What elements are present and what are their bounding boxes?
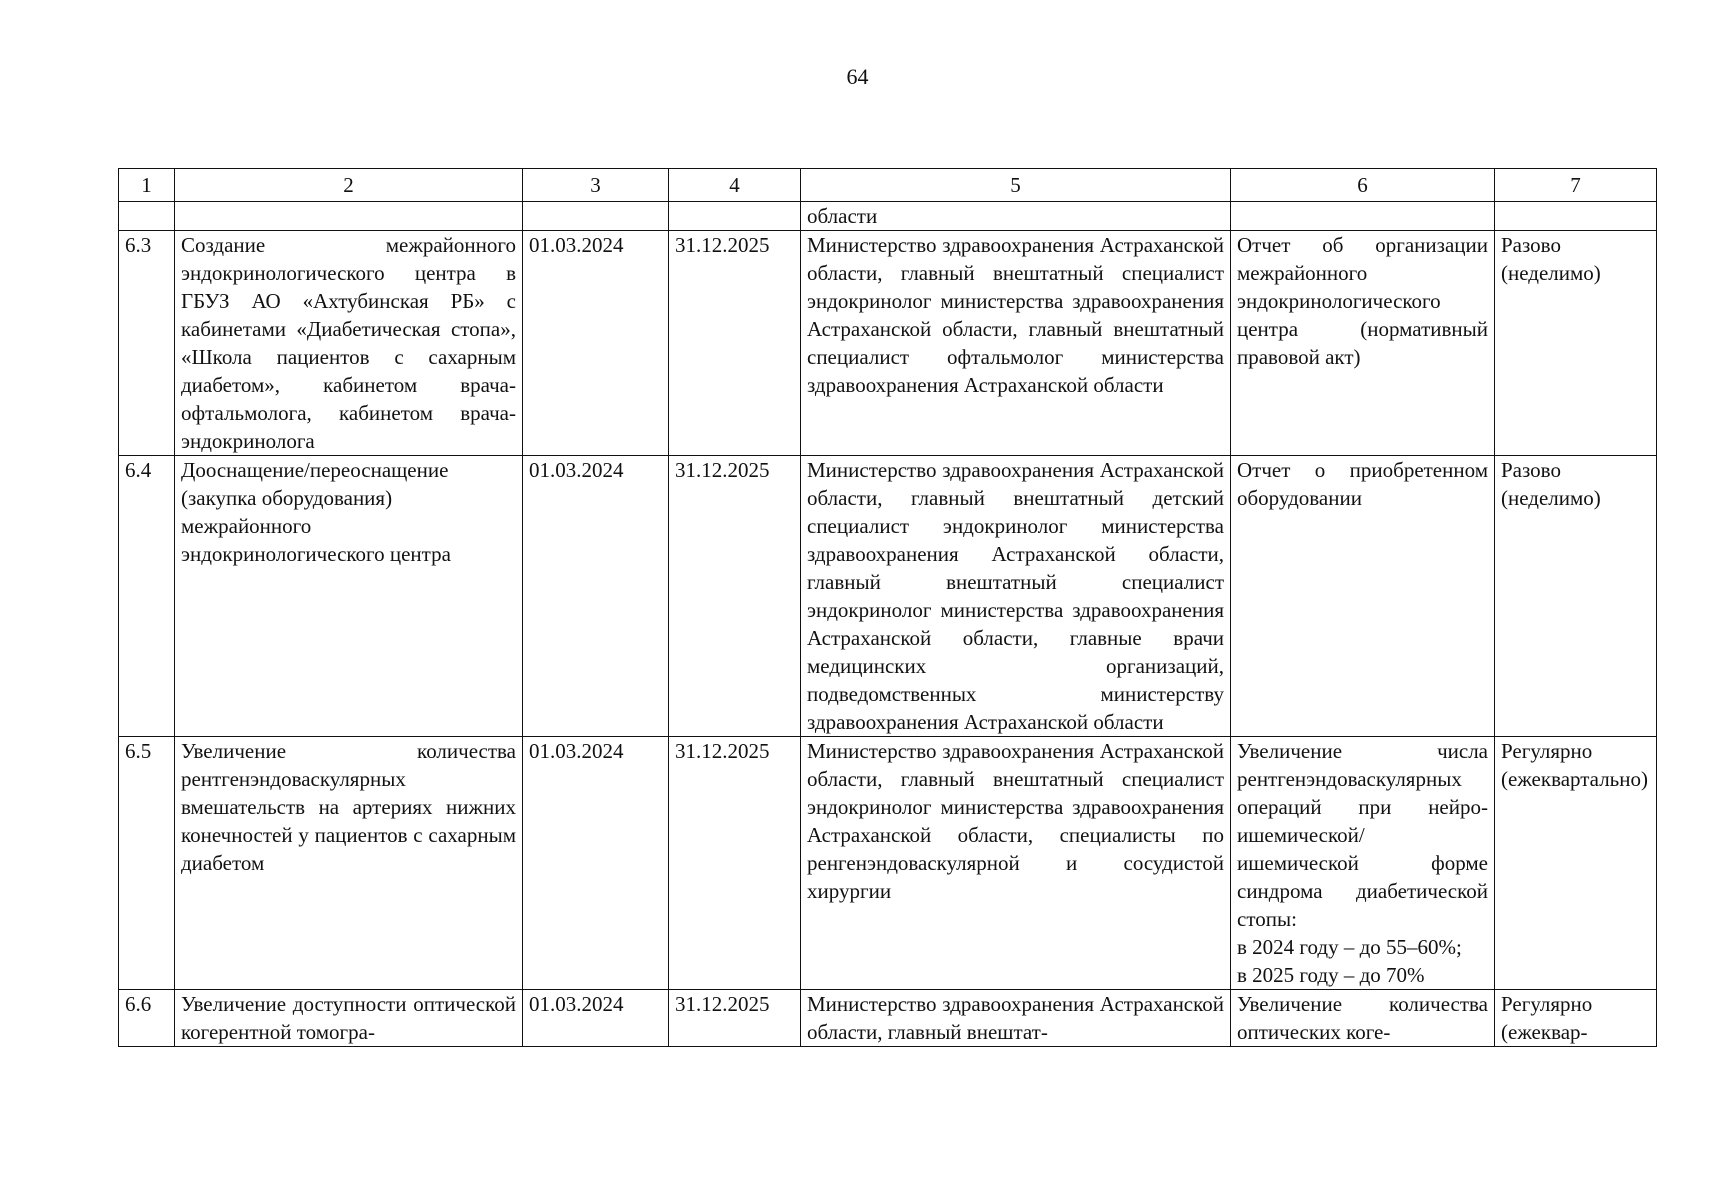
- row-number: 6.6: [119, 990, 175, 1047]
- cell-empty: [175, 202, 523, 231]
- cell-empty: [669, 202, 801, 231]
- table-row: [119, 231, 1657, 456]
- header-row: [119, 169, 1657, 202]
- frequency: Регулярно (ежеквартально): [1495, 737, 1657, 990]
- cell-empty: [523, 202, 669, 231]
- result-target-2024: в 2024 году – до 55–60%;: [1237, 935, 1462, 959]
- responsible-executors: Министерство здравоохранения Астраханской области, главный внештатный детский специалист эндокринолог министерства здравоохранения Астраханской области, главный внештатный специалист эндокринолог министерства здравоохранения Астраханской области, главные врачи медицинских организаций, подведомственных министерству здравоохранения Астраханской области: [801, 456, 1231, 737]
- measure-description: Увеличение доступности оптической когерентной томогра-: [175, 990, 523, 1047]
- page-number: 64: [846, 64, 869, 89]
- cell-empty: [1231, 202, 1495, 231]
- result-text: Увеличение числа рентгенэндоваскулярных операций при нейро-ишемической/ ишемической форме синдрома диабетической стопы:: [1237, 739, 1488, 931]
- frequency: Регулярно (ежеквар-: [1495, 990, 1657, 1047]
- column-header-4: 4: [669, 169, 801, 202]
- start-date: 01.03.2024: [523, 990, 669, 1047]
- result-target-2025: в 2025 году – до 70%: [1237, 963, 1425, 987]
- continuation-text: области: [801, 202, 1231, 231]
- column-header-7: 7: [1495, 169, 1657, 202]
- measure-description: Создание межрайонного эндокринологического центра в ГБУЗ АО «Ахтубинская РБ» с кабинетами «Диабетическая стопа», «Школа пациентов с сахарным диабетом», кабинетом врача-офтальмолога, кабинетом врача-эндокринолога: [175, 231, 523, 456]
- responsible-executors: Министерство здравоохранения Астраханской области, главный внештатный специалист эндокринолог министерства здравоохранения Астраханской области, главный внештатный специалист офтальмолог министерства здравоохранения Астраханской области: [801, 231, 1231, 456]
- end-date: 31.12.2025: [669, 231, 801, 456]
- measure-description: Дооснащение/переоснащение (закупка оборудования) межрайонного эндокринологического центра: [175, 456, 523, 737]
- start-date: 01.03.2024: [523, 456, 669, 737]
- column-header-1: 1: [119, 169, 175, 202]
- end-date: 31.12.2025: [669, 990, 801, 1047]
- row-number: 6.5: [119, 737, 175, 990]
- frequency: Разово (неделимо): [1495, 231, 1657, 456]
- expected-result: Отчет об организации межрайонного эндокринологического центра (нормативный правовой акт): [1231, 231, 1495, 456]
- start-date: 01.03.2024: [523, 231, 669, 456]
- expected-result: Увеличение количества оптических коге-: [1231, 990, 1495, 1047]
- measures-table: [118, 168, 1657, 1047]
- start-date: 01.03.2024: [523, 737, 669, 990]
- responsible-executors: Министерство здравоохранения Астраханской области, главный внештатный специалист эндокринолог министерства здравоохранения Астраханской области, специалисты по ренгенэндоваскулярной и сосудистой хирургии: [801, 737, 1231, 990]
- responsible-executors: Министерство здравоохранения Астраханской области, главный внештат-: [801, 990, 1231, 1047]
- cell-empty: [119, 202, 175, 231]
- end-date: 31.12.2025: [669, 737, 801, 990]
- column-header-6: 6: [1231, 169, 1495, 202]
- cell-empty: [1495, 202, 1657, 231]
- column-header-3: 3: [523, 169, 669, 202]
- table-row: [119, 456, 1657, 737]
- expected-result: Отчет о приобретенном оборудовании: [1231, 456, 1495, 737]
- frequency: Разово (неделимо): [1495, 456, 1657, 737]
- table-row: [119, 737, 1657, 990]
- end-date: 31.12.2025: [669, 456, 801, 737]
- measure-description: Увеличение количества рентгенэндоваскулярных вмешательств на артериях нижних конечностей у пациентов с сахарным диабетом: [175, 737, 523, 990]
- row-number: 6.3: [119, 231, 175, 456]
- column-header-5: 5: [801, 169, 1231, 202]
- continuation-row: [119, 202, 1657, 231]
- column-header-2: 2: [175, 169, 523, 202]
- expected-result: [1231, 737, 1495, 990]
- row-number: 6.4: [119, 456, 175, 737]
- table-row: [119, 990, 1657, 1047]
